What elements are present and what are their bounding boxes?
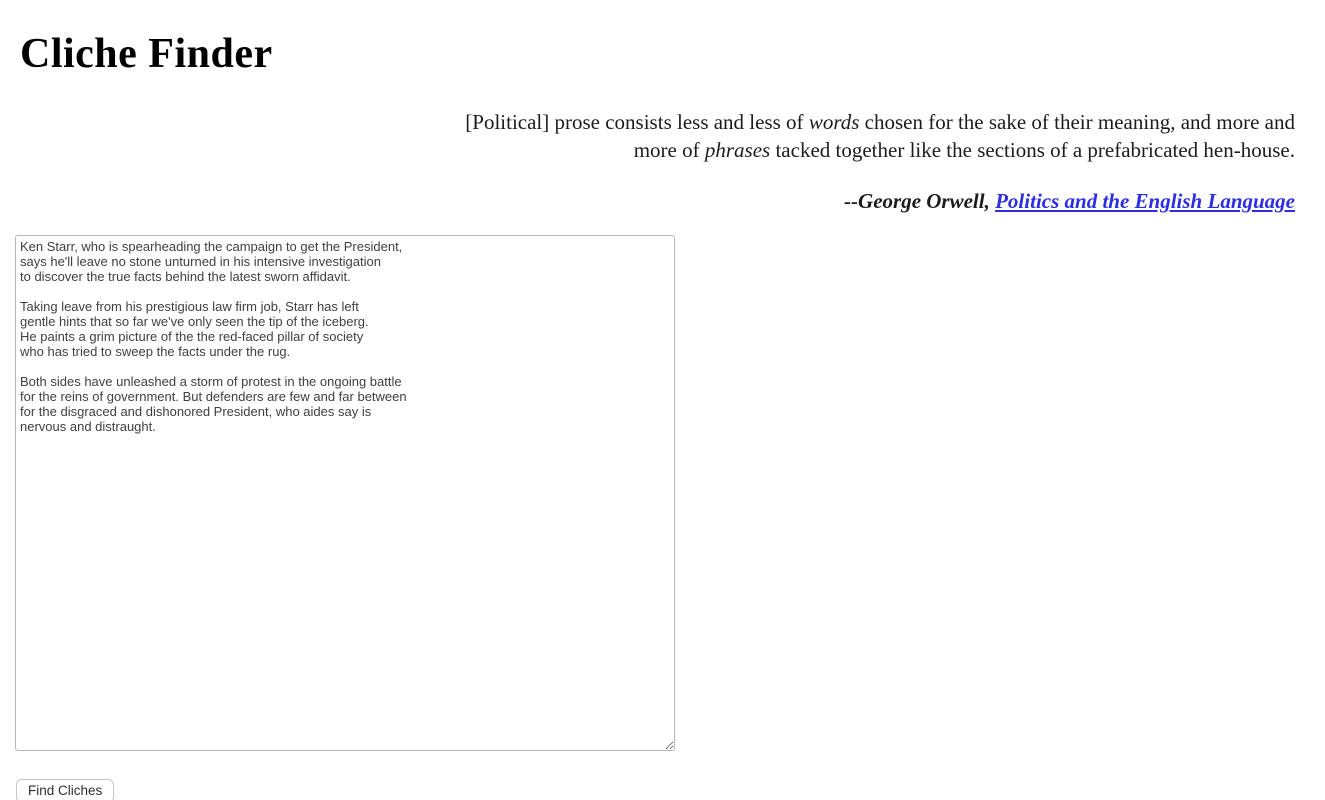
find-cliches-button[interactable]: Find Cliches [16, 779, 114, 800]
page-title: Cliche Finder [20, 31, 273, 77]
attribution-author: --George Orwell, [844, 189, 996, 213]
orwell-quote-block [16, 108, 1295, 214]
input-area [16, 235, 1309, 756]
quote-italic-phrases: phrases [704, 138, 771, 162]
cliche-finder-page [0, 30, 1325, 800]
button-row [16, 779, 1309, 800]
quote-italic-words: words [808, 110, 860, 134]
orwell-quote [450, 108, 1295, 164]
quote-attribution [16, 188, 1295, 214]
cliche-text-input[interactable] [15, 235, 675, 751]
quote-segment-3: tacked together like the sections of a prefabricated hen-house. [770, 138, 1295, 162]
quote-segment-1: [Political] prose consists less and less of [465, 110, 809, 134]
quote-segment-2: chosen for the sake of their meaning, and more and more of [633, 110, 1295, 162]
orwell-essay-link[interactable]: Politics and the English Language [995, 189, 1295, 213]
